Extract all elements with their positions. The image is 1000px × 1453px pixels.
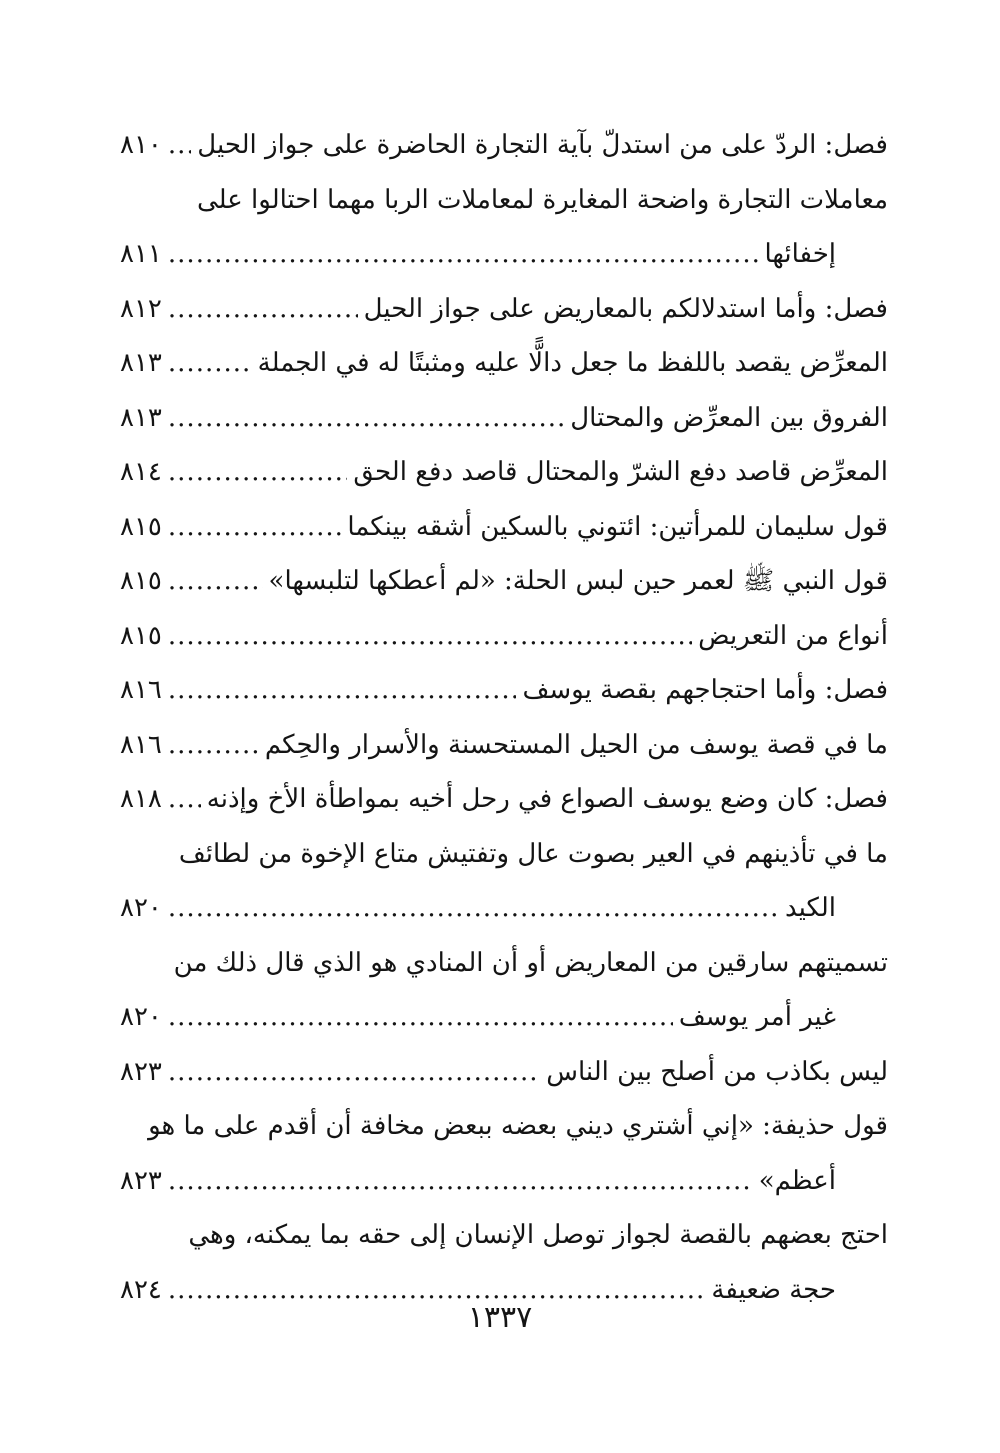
toc-entry-title: الكيد <box>785 893 836 923</box>
toc-entry <box>120 500 888 555</box>
toc-entry-title: فصل: الردّ على من استدلّ بآية التجارة الحاضرة على جواز الحيل <box>197 130 888 160</box>
toc-entry-line <box>120 772 888 827</box>
toc-entry-page: ٨٢٠ <box>120 1002 162 1032</box>
toc-entry-title: المعرِّض يقصد باللفظ ما جعل دالًّا عليه ومثبتًا له في الجملة <box>257 348 888 378</box>
dot-leader <box>168 772 201 827</box>
dot-leader <box>168 881 779 936</box>
toc-entry-line <box>120 936 888 991</box>
toc-entry <box>120 772 888 827</box>
dot-leader <box>168 336 252 391</box>
dot-leader <box>168 990 673 1045</box>
toc-entry-page: ٨٢٤ <box>120 1274 162 1305</box>
toc-entry <box>120 718 888 773</box>
toc-entry-continuation <box>120 990 888 1045</box>
toc-entry <box>120 282 888 337</box>
toc-entry-page: ٨٢٠ <box>120 893 162 923</box>
toc-entry-line <box>120 500 888 555</box>
dot-leader <box>168 500 341 555</box>
toc-entry <box>120 336 888 391</box>
toc-entry-title: حجة ضعيفة <box>711 1274 836 1305</box>
dot-leader <box>168 609 692 664</box>
toc-entry-line <box>120 336 888 391</box>
dot-leader <box>168 391 564 446</box>
toc-entry-page: ٨١٨ <box>120 784 162 814</box>
toc-entry <box>120 554 888 609</box>
toc-entry <box>120 173 888 282</box>
toc-entry-page: ٨٢٣ <box>120 1056 162 1087</box>
page-number: ١٣٣٧ <box>467 1300 533 1335</box>
toc-entry-title: المعرِّض قاصد دفع الشرّ والمحتال قاصد دفع الحق <box>353 457 888 487</box>
toc-entry-line <box>120 718 888 773</box>
toc-entry-title: قول النبي ﷺ لعمر حين لبس الحلة: «لم أعطكها لتلبسها» <box>268 566 888 596</box>
dot-leader <box>168 663 517 718</box>
toc-entry-page: ٨١١ <box>120 239 162 269</box>
toc-entry-line <box>120 1099 888 1154</box>
toc-entry-continuation <box>120 1154 888 1209</box>
dot-leader <box>168 554 263 609</box>
toc-entry-page: ٨١٦ <box>120 729 162 760</box>
toc-entry-title: تسميتهم سارقين من المعاريض أو أن المنادي هو الذي قال ذلك من <box>173 947 888 978</box>
toc-entry-page: ٨١٥ <box>120 511 162 542</box>
toc-entry-title: غير أمر يوسف <box>678 1002 836 1032</box>
toc-entry-line <box>120 445 888 500</box>
toc-entry-page: ٨١٢ <box>120 293 162 324</box>
dot-leader <box>168 227 759 282</box>
toc-entry-title: الفروق بين المعرِّض والمحتال <box>570 402 888 433</box>
toc-entry-line <box>120 391 888 446</box>
toc-entry <box>120 1045 888 1100</box>
toc-entry-page: ٨١٣ <box>120 402 162 433</box>
toc-entry-title: قول حذيفة: «إني أشتري ديني بعضه ببعض مخافة أن أقدم على ما هو <box>148 1111 888 1141</box>
toc-entry-title: احتج بعضهم بالقصة لجواز توصل الإنسان إلى حقه بما يمكنه، وهي <box>188 1220 888 1250</box>
toc-entry <box>120 609 888 664</box>
toc-entry-title: ما في تأذينهم في العير بصوت عال وتفتيش متاع الإخوة من لطائف <box>178 838 888 869</box>
toc-entry <box>120 118 888 173</box>
toc-entry-title: قول سليمان للمرأتين: ائتوني بالسكين أشقه بينكما <box>347 511 888 542</box>
toc-entry-title: أنواع من التعريض <box>698 620 888 651</box>
toc-entry-title: ما في قصة يوسف من الحيل المستحسنة والأسرار والحِكم <box>264 729 888 760</box>
toc-entry <box>120 663 888 718</box>
toc-entry-title: إخفائها <box>764 239 836 269</box>
toc-entry-page: ٨١٤ <box>120 457 162 487</box>
table-of-contents <box>120 118 888 1317</box>
toc-entry-line <box>120 173 888 228</box>
toc-entry-line <box>120 663 888 718</box>
toc-entry <box>120 827 888 936</box>
toc-entry-title: فصل: وأما استدلالكم بالمعاريض على جواز الحيل <box>363 293 888 324</box>
dot-leader <box>168 445 347 500</box>
dot-leader <box>168 1154 753 1209</box>
toc-entry-continuation <box>120 227 888 282</box>
toc-entry <box>120 445 888 500</box>
toc-entry-continuation <box>120 881 888 936</box>
toc-entry <box>120 936 888 1045</box>
toc-entry-page: ٨١٥ <box>120 566 162 596</box>
dot-leader <box>168 718 259 773</box>
toc-entry-line <box>120 1208 888 1263</box>
toc-entry-title: ليس بكاذب من أصلح بين الناس <box>546 1056 888 1087</box>
toc-entry-page: ٨١٣ <box>120 348 162 378</box>
toc-entry-title: أعظم» <box>758 1165 836 1196</box>
toc-entry-line <box>120 118 888 173</box>
toc-entry-line <box>120 609 888 664</box>
toc-entry-line <box>120 282 888 337</box>
toc-entry-page: ٨١٠ <box>120 130 162 160</box>
toc-entry-title: فصل: وأما احتجاجهم بقصة يوسف <box>522 675 888 705</box>
toc-entry-line <box>120 1045 888 1100</box>
dot-leader <box>168 282 358 337</box>
dot-leader <box>168 118 191 173</box>
toc-entry-page: ٨١٦ <box>120 675 162 705</box>
dot-leader <box>168 1045 540 1100</box>
toc-entry-line <box>120 827 888 882</box>
toc-entry-title: فصل: كان وضع يوسف الصواع في رحل أخيه بمواطأة الأخ وإذنه <box>206 784 888 814</box>
toc-entry-page: ٨١٥ <box>120 620 162 651</box>
toc-entry-line <box>120 554 888 609</box>
toc-entry-title: معاملات التجارة واضحة المغايرة لمعاملات الربا مهما احتالوا على <box>196 184 888 215</box>
toc-entry-page: ٨٢٣ <box>120 1165 162 1196</box>
toc-entry <box>120 1099 888 1208</box>
toc-entry <box>120 391 888 446</box>
